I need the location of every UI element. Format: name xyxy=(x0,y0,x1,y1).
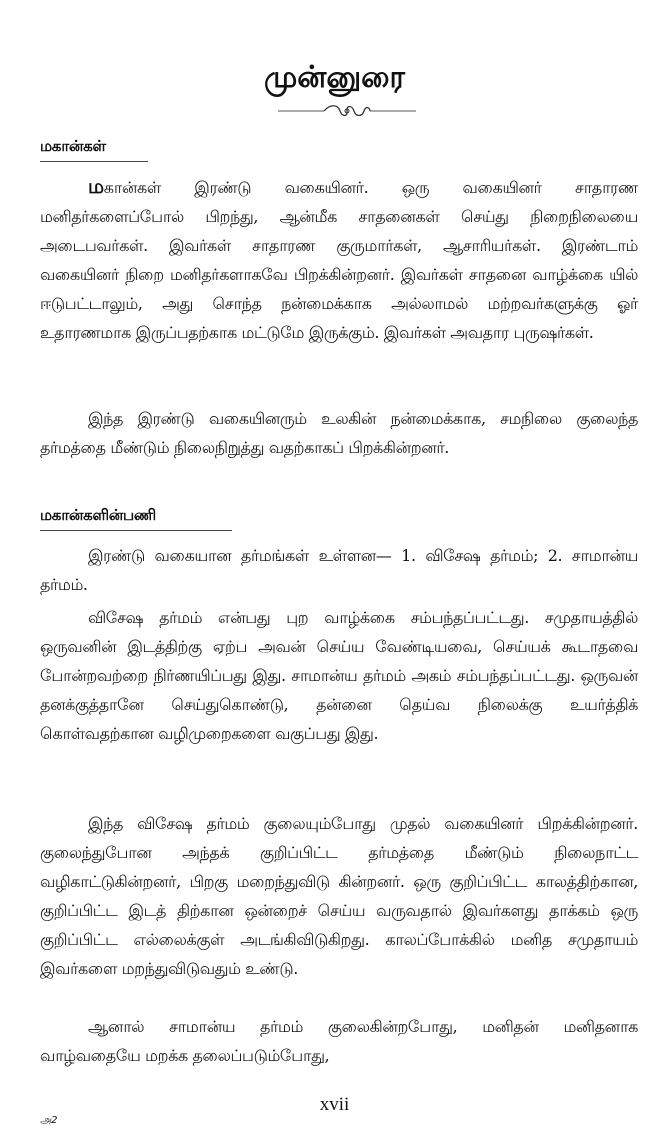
signature-mark: அ2 xyxy=(40,1115,58,1126)
paragraph-6 xyxy=(40,1013,638,1071)
page-number: xvii xyxy=(319,1094,350,1115)
section-heading-mahangalin-pani: மகான்களின்பணி xyxy=(40,506,156,524)
paragraph-5 xyxy=(40,810,638,983)
paragraph-2 xyxy=(40,405,638,463)
section-heading-mahangal: மகான்கள் xyxy=(40,137,106,155)
paragraph-5-text: இந்த விசேஷ தர்மம் குலையும்போது முதல் வகையினர் பிறக்கின்றனர். குலைந்துபோன அந்தக் குறிப்பிட்ட தர்மத்தை மீண்டும் நிலைநாட்ட வழிகாட்டுகின்றனர், பிறகு மறைந்துவிடு கின்றனர். ஒரு குறிப்பிட்ட காலத்திற்கான, குறிப்பிட்ட இடத் திற்கான ஒன்றைச் செய்ய வருவதால் இவர்களது தாக்கம் ஒரு குறிப்பிட்ட எல்லைக்குள் அடங்கிவிடுகிறது. காலப்போக்கில் மனித சமுதாயம் இவர்களை மறந்துவிடுவதும் உண்டு. xyxy=(40,814,638,978)
paragraph-3 xyxy=(40,542,638,600)
paragraph-1-text: கான்கள் இரண்டு வகையினர். ஒரு வகையினர் சாதாரண மனிதர்களைப்போல் பிறந்து, ஆன்மீக சாதனைகள் செய்து நிறைநிலையை அடைபவர்கள். இவர்கள் சாதாரண குருமார்கள், ஆசாரியர்கள். இரண்டாம் வகையினர் நிறை மனிதர்களாகவே பிறக்கின்றனர். இவர்கள் சாதனை வாழ்க்கை யில் ஈடுபட்டாலும், அது சொந்த நன்மைக்காக அல்லாமல் மற்றவர்களுக்கு ஓர் உதாரணமாக இருப்பதற்காக மட்டுமே இருக்கும். இவர்கள் அவதார புருஷர்கள். xyxy=(40,178,638,342)
drop-letter: ம xyxy=(88,174,104,198)
section-heading-underline xyxy=(40,161,148,162)
paragraph-6-text: ஆனால் சாமான்ய தர்மம் குலைகின்றபோது, மனிதன் மனிதனாக வாழ்வதையே மறக்க தலைப்படும்போது, xyxy=(40,1017,638,1065)
paragraph-4-text: விசேஷ தர்மம் என்பது புற வாழ்க்கை சம்பந்தப்பட்டது. சமுதாயத்தில் ஒருவனின் இடத்திற்கு ஏற்ப அவன் செய்ய வேண்டியவை, செய்யக் கூடாதவை போன்றவற்றை நிர்ணயிப்பது இது. சாமான்ய தர்மம் அகம் சம்பந்தப்பட்டது. ஒருவன் தனக்குத்தானே செய்துகொண்டு, தன்னை தெய்வ நிலைக்கு உயர்த்திக் கொள்வதற்கான வழிமுறைகளை வகுப்பது இது. xyxy=(40,608,638,743)
paragraph-3-text: இரண்டு வகையான தர்மங்கள் உள்ளன— 1. விசேஷ தர்மம்; 2. சாமான்ய தர்மம். xyxy=(40,546,638,594)
paragraph-4 xyxy=(40,604,638,749)
paragraph-2-text: இந்த இரண்டு வகையினரும் உலகின் நன்மைக்காக, சமநிலை குலைந்த தர்மத்தை மீண்டும் நிலைநிறுத்து வதற்காகப் பிறக்கின்றனர். xyxy=(40,409,638,457)
title-ornament xyxy=(278,102,416,120)
paragraph-1 xyxy=(40,172,638,347)
page-title: முன்னுரை xyxy=(263,60,406,95)
section-heading-underline xyxy=(40,530,232,531)
